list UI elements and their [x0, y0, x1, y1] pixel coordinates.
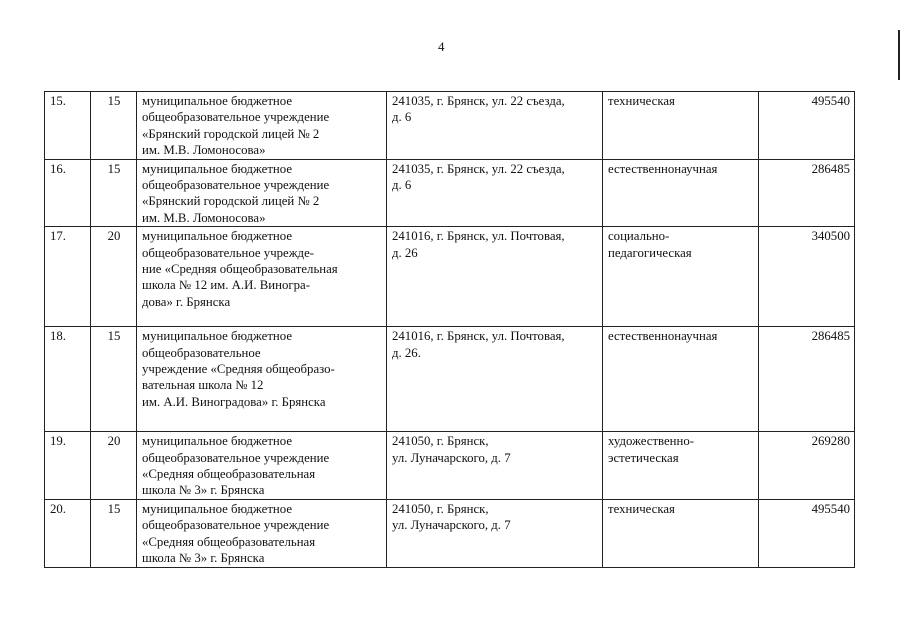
- cell-text-line: «Средняя общеобразовательная: [142, 534, 316, 549]
- cell-text-line: художественно-: [608, 434, 695, 449]
- cell-text-line: им. А.И. Виноградова» г. Брянска: [142, 394, 326, 409]
- institution-cell: [137, 499, 387, 567]
- direction-cell: [603, 327, 759, 432]
- cell-text-line: д. 26: [392, 245, 418, 260]
- count-cell: 15: [91, 327, 137, 432]
- page-number: 4: [438, 39, 445, 54]
- cell-text-line: ул. Луначарского, д. 7: [392, 518, 511, 533]
- cell-text-line: им. М.В. Ломоносова»: [142, 143, 266, 158]
- cell-text-line: ние «Средняя общеобразовательная: [142, 262, 338, 277]
- cell-text-line: общеобразовательное учреждение: [142, 178, 330, 193]
- cell-text-line: педагогическая: [608, 245, 692, 260]
- count-cell: 15: [91, 159, 137, 227]
- cell-text-line: «Брянский городской лицей № 2: [142, 194, 320, 209]
- direction-cell: [603, 432, 759, 500]
- cell-text-line: 241035, г. Брянск, ул. 22 съезда,: [392, 161, 565, 176]
- cell-text-line: техническая: [608, 501, 675, 516]
- cell-text-line: естественнонаучная: [608, 161, 718, 176]
- address-cell: [387, 432, 603, 500]
- institution-cell: [137, 327, 387, 432]
- row-number-cell: 19.: [45, 432, 91, 500]
- row-number-cell: 15.: [45, 92, 91, 160]
- cell-text-line: муниципальное бюджетное: [142, 94, 292, 108]
- cell-text-line: д. 6: [392, 110, 412, 125]
- count-cell: 20: [91, 432, 137, 500]
- institution-cell: [137, 92, 387, 160]
- code-cell: 286485: [759, 159, 855, 227]
- code-cell: 340500: [759, 227, 855, 327]
- cell-text-line: ул. Луначарского, д. 7: [392, 450, 511, 465]
- cell-text-line: эстетическая: [608, 450, 679, 465]
- cell-text-line: муниципальное бюджетное: [142, 329, 292, 344]
- table-row: [45, 227, 855, 327]
- count-cell: 15: [91, 92, 137, 160]
- cell-text-line: им. М.В. Ломоносова»: [142, 210, 266, 225]
- cell-text-line: 241016, г. Брянск, ул. Почтовая,: [392, 229, 565, 244]
- cell-text-line: техническая: [608, 94, 675, 108]
- cell-text-line: д. 6: [392, 178, 412, 193]
- cell-text-line: д. 26.: [392, 345, 421, 360]
- count-cell: 20: [91, 227, 137, 327]
- cell-text-line: школа № 3» г. Брянска: [142, 483, 265, 498]
- institution-cell: [137, 159, 387, 227]
- cell-text-line: 241016, г. Брянск, ул. Почтовая,: [392, 329, 565, 344]
- cell-text-line: муниципальное бюджетное: [142, 501, 292, 516]
- cell-text-line: общеобразовательное: [142, 345, 261, 360]
- code-cell: 495540: [759, 499, 855, 567]
- code-cell: 495540: [759, 92, 855, 160]
- cell-text-line: учреждение «Средняя общеобразо-: [142, 362, 335, 377]
- row-number-cell: 20.: [45, 499, 91, 567]
- direction-cell: [603, 227, 759, 327]
- cell-text-line: 241035, г. Брянск, ул. 22 съезда,: [392, 94, 565, 108]
- address-cell: [387, 159, 603, 227]
- cell-text-line: общеобразовательное учреждение: [142, 450, 330, 465]
- table-row: [45, 432, 855, 500]
- row-number-cell: 16.: [45, 159, 91, 227]
- table-row: [45, 499, 855, 567]
- cell-text-line: муниципальное бюджетное: [142, 229, 292, 244]
- cell-text-line: школа № 3» г. Брянска: [142, 551, 265, 566]
- table-row: [45, 92, 855, 160]
- cell-text-line: общеобразовательное учреждение: [142, 110, 330, 125]
- institution-cell: [137, 432, 387, 500]
- address-cell: [387, 327, 603, 432]
- code-cell: 286485: [759, 327, 855, 432]
- cell-text-line: 241050, г. Брянск,: [392, 434, 489, 449]
- cell-text-line: дова» г. Брянска: [142, 294, 231, 309]
- cell-text-line: вательная школа № 12: [142, 378, 264, 393]
- cell-text-line: социально-: [608, 229, 670, 244]
- cell-text-line: «Средняя общеобразовательная: [142, 467, 316, 482]
- table-row: [45, 159, 855, 227]
- direction-cell: [603, 159, 759, 227]
- table-row: [45, 327, 855, 432]
- cell-text-line: общеобразовательное учреждение: [142, 518, 330, 533]
- cell-text-line: школа № 12 им. А.И. Виногра-: [142, 278, 310, 293]
- count-cell: 15: [91, 499, 137, 567]
- direction-cell: [603, 499, 759, 567]
- cell-text-line: общеобразовательное учрежде-: [142, 245, 315, 260]
- cell-text-line: муниципальное бюджетное: [142, 161, 292, 176]
- cell-text-line: муниципальное бюджетное: [142, 434, 292, 449]
- row-number-cell: 17.: [45, 227, 91, 327]
- cell-text-line: «Брянский городской лицей № 2: [142, 126, 320, 141]
- code-cell: 269280: [759, 432, 855, 500]
- scan-edge-mark: [898, 30, 900, 80]
- cell-text-line: естественнонаучная: [608, 329, 718, 344]
- address-cell: [387, 227, 603, 327]
- institution-cell: [137, 227, 387, 327]
- direction-cell: [603, 92, 759, 160]
- institutions-table: [44, 91, 855, 568]
- row-number-cell: 18.: [45, 327, 91, 432]
- address-cell: [387, 499, 603, 567]
- address-cell: [387, 92, 603, 160]
- cell-text-line: 241050, г. Брянск,: [392, 501, 489, 516]
